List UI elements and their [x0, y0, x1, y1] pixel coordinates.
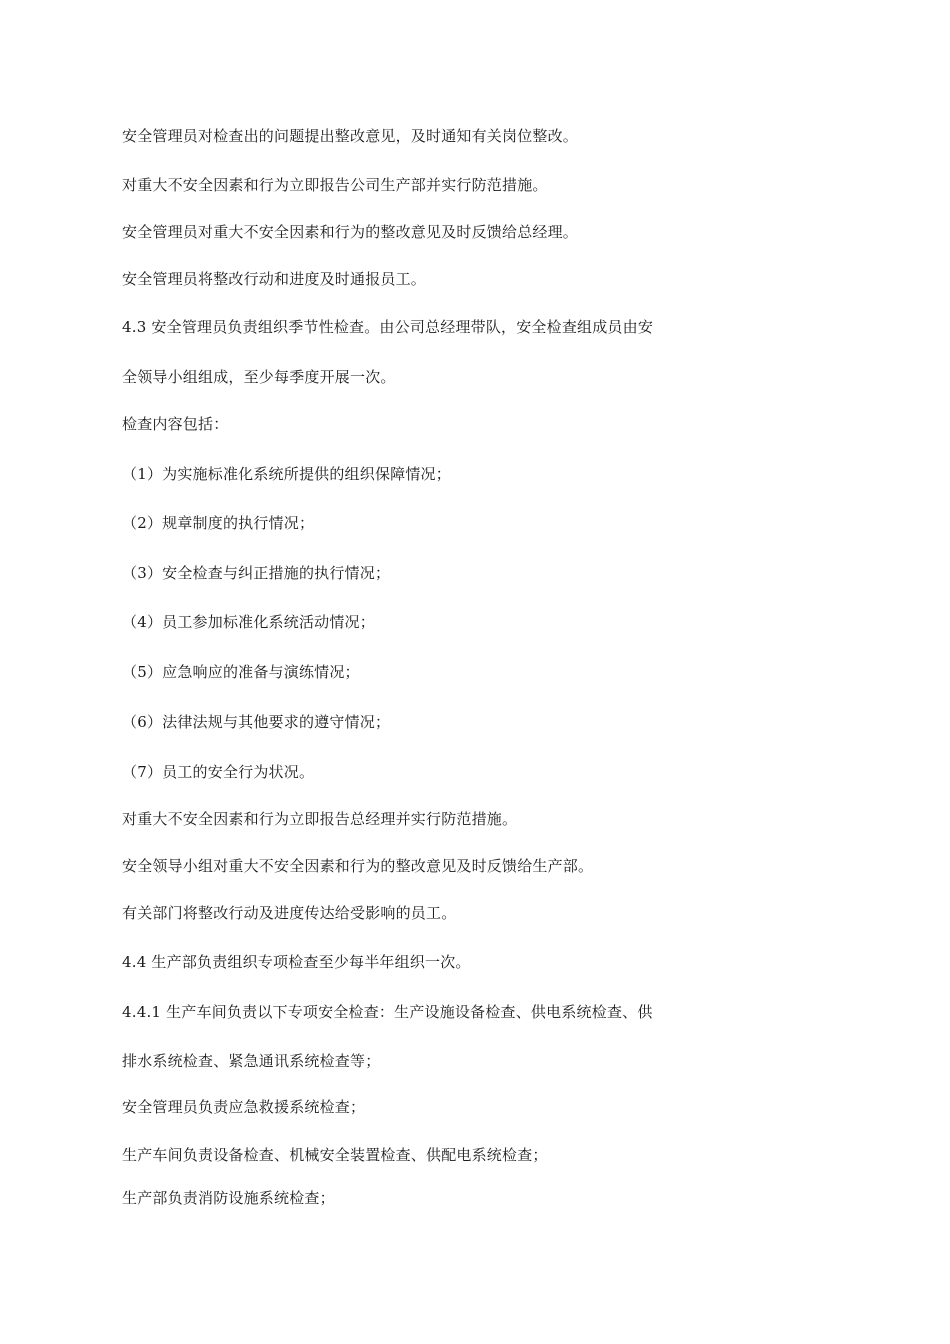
paragraph-line: 排水系统检查、紧急通讯系统检查等； [122, 1052, 381, 1070]
paragraph-line: 对重大不安全因素和行为立即报告总经理并实行防范措施。 [122, 810, 518, 828]
paragraph-line: 检查内容包括： [122, 415, 229, 433]
list-item: （7）员工的安全行为状况。 [122, 763, 315, 781]
list-item: （4）员工参加标准化系统活动情况； [122, 613, 375, 631]
paragraph-line: 安全管理员将整改行动和进度及时通报员工。 [122, 270, 427, 288]
paragraph-line: 安全领导小组对重大不安全因素和行为的整改意见及时反馈给生产部。 [122, 857, 594, 875]
paragraph-line: 安全管理员对检查出的问题提出整改意见，及时通知有关岗位整改。 [122, 127, 579, 145]
list-item: （5）应急响应的准备与演练情况； [122, 663, 360, 681]
paragraph-line: 安全管理员负责应急救援系统检查； [122, 1098, 366, 1116]
section-heading-4-4: 4.4 生产部负责组织专项检查至少每半年组织一次。 [122, 953, 471, 971]
paragraph-line: 全领导小组组成，至少每季度开展一次。 [122, 368, 396, 386]
paragraph-line: 生产车间负责设备检查、机械安全装置检查、供配电系统检查； [122, 1146, 548, 1164]
section-heading-4-3: 4.3 安全管理员负责组织季节性检查。由公司总经理带队，安全检查组成员由安 [122, 318, 654, 336]
list-item: （6）法律法规与其他要求的遵守情况； [122, 713, 391, 731]
section-heading-4-4-1: 4.4.1 生产车间负责以下专项安全检查：生产设施设备检查、供电系统检查、供 [122, 1003, 653, 1021]
paragraph-line: 有关部门将整改行动及进度传达给受影响的员工。 [122, 904, 457, 922]
paragraph-line: 对重大不安全因素和行为立即报告公司生产部并实行防范措施。 [122, 176, 548, 194]
list-item: （1）为实施标准化系统所提供的组织保障情况； [122, 465, 451, 483]
paragraph-line: 生产部负责消防设施系统检查； [122, 1189, 335, 1207]
list-item: （3）安全检查与纠正措施的执行情况； [122, 564, 391, 582]
paragraph-line: 安全管理员对重大不安全因素和行为的整改意见及时反馈给总经理。 [122, 223, 579, 241]
list-item: （2）规章制度的执行情况； [122, 514, 315, 532]
